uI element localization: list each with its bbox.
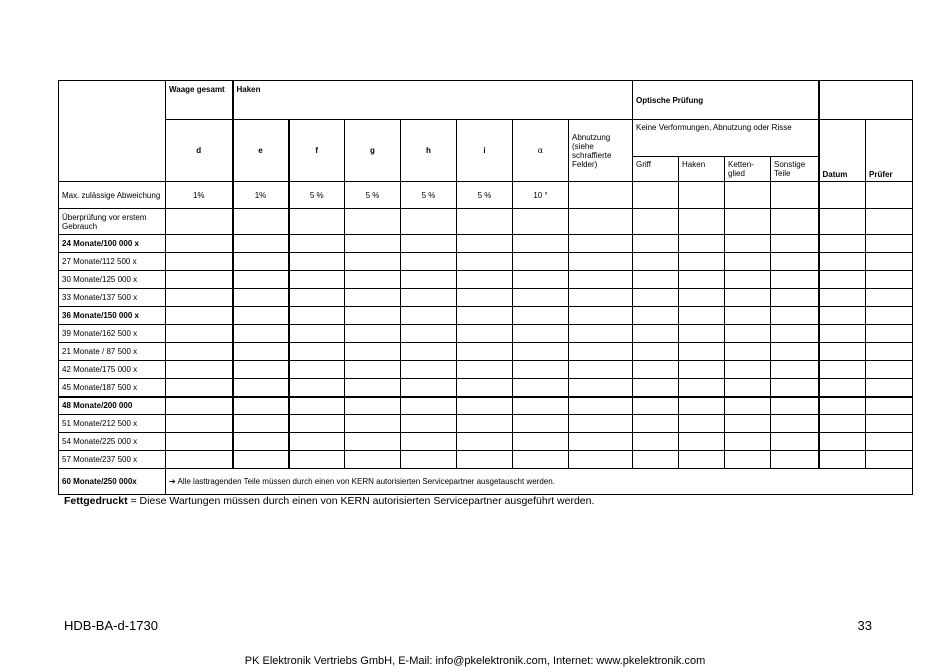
table-cell xyxy=(401,379,457,397)
table-cell xyxy=(679,451,725,469)
footnote-text: = Diese Wartungen müssen durch einen von KERN autorisierten Servicepartner ausgeführt werden. xyxy=(127,495,595,507)
table-cell xyxy=(345,271,401,289)
table-cell xyxy=(771,379,819,397)
table-cell xyxy=(401,209,457,235)
table-cell xyxy=(771,415,819,433)
table-cell xyxy=(866,289,913,307)
table-cell xyxy=(725,343,771,361)
table-cell xyxy=(345,361,401,379)
row-label: 54 Monate/225 000 x xyxy=(59,433,166,451)
table-cell xyxy=(513,415,569,433)
row-label: 42 Monate/175 000 x xyxy=(59,361,166,379)
table-cell xyxy=(771,343,819,361)
table-cell xyxy=(166,361,233,379)
table-cell xyxy=(679,361,725,379)
header-letter-alpha: α xyxy=(513,120,569,182)
table-row xyxy=(59,415,913,433)
table-cell xyxy=(679,271,725,289)
table-cell xyxy=(166,235,233,253)
header-waage: Waage gesamt xyxy=(166,81,233,120)
table-cell xyxy=(345,209,401,235)
maintenance-table xyxy=(58,80,913,495)
table-cell xyxy=(513,289,569,307)
header-letter-f: f xyxy=(289,120,345,182)
table-cell xyxy=(819,289,866,307)
table-cell xyxy=(513,433,569,451)
max-value-d: 1% xyxy=(166,182,233,209)
table-cell xyxy=(866,379,913,397)
table-cell xyxy=(233,433,289,451)
table-cell xyxy=(345,307,401,325)
table-cell xyxy=(457,433,513,451)
table-row xyxy=(59,235,913,253)
table-cell xyxy=(633,325,679,343)
row-label: 45 Monate/187 500 x xyxy=(59,379,166,397)
table-cell xyxy=(233,209,289,235)
table-cell xyxy=(679,325,725,343)
table-cell xyxy=(771,289,819,307)
table-cell xyxy=(289,343,345,361)
header-letter-g: g xyxy=(345,120,401,182)
table-cell xyxy=(679,397,725,415)
table-cell xyxy=(457,271,513,289)
table-cell xyxy=(819,235,866,253)
header-kettenglied: Ketten-glied xyxy=(725,157,771,182)
max-value-e: 1% xyxy=(233,182,289,209)
table-cell xyxy=(345,433,401,451)
table-cell xyxy=(771,397,819,415)
table-cell xyxy=(819,415,866,433)
table-cell xyxy=(401,343,457,361)
header-datum: Datum xyxy=(819,120,866,182)
header-sonstige-teile: Sonstige Teile xyxy=(771,157,819,182)
header-optische-pruefung: Optische Prüfung xyxy=(633,81,819,120)
table-cell xyxy=(457,289,513,307)
table-cell xyxy=(725,235,771,253)
corner-cell xyxy=(59,81,166,182)
table-cell xyxy=(633,343,679,361)
table-row xyxy=(59,307,913,325)
table-cell xyxy=(569,343,633,361)
table-cell xyxy=(725,271,771,289)
table-cell xyxy=(771,271,819,289)
table-cell xyxy=(866,451,913,469)
table-cell xyxy=(289,379,345,397)
header-keine-verformungen: Keine Verformungen, Abnutzung oder Risse xyxy=(633,120,819,157)
table-cell xyxy=(289,307,345,325)
table-cell xyxy=(457,415,513,433)
table-cell xyxy=(457,209,513,235)
table-cell xyxy=(771,209,819,235)
header-haken-sub: Haken xyxy=(679,157,725,182)
table-cell xyxy=(233,343,289,361)
table-cell xyxy=(569,253,633,271)
table-cell xyxy=(166,209,233,235)
table-cell xyxy=(725,415,771,433)
table-cell xyxy=(679,415,725,433)
header-letter-h: h xyxy=(401,120,457,182)
table-cell xyxy=(569,415,633,433)
table-cell xyxy=(345,415,401,433)
table-cell xyxy=(819,182,866,209)
row-label-first-use: Überprüfung vor erstem Gebrauch xyxy=(59,209,166,235)
footer-doc-id: HDB-BA-d-1730 xyxy=(64,618,158,633)
table-cell xyxy=(819,361,866,379)
table-cell xyxy=(866,182,913,209)
row-label: 36 Monate/150 000 x xyxy=(59,307,166,325)
table-cell xyxy=(866,433,913,451)
table-cell xyxy=(569,325,633,343)
table-cell xyxy=(866,307,913,325)
table-cell xyxy=(457,343,513,361)
table-cell xyxy=(401,397,457,415)
table-cell xyxy=(771,451,819,469)
table-cell xyxy=(233,361,289,379)
row-label-last: 60 Monate/250 000x xyxy=(59,469,166,495)
table-cell xyxy=(233,451,289,469)
row-label: 57 Monate/237 500 x xyxy=(59,451,166,469)
header-letter-i: i xyxy=(457,120,513,182)
table-cell xyxy=(633,361,679,379)
table-cell xyxy=(513,235,569,253)
table-cell xyxy=(569,361,633,379)
table-cell xyxy=(401,415,457,433)
table-row xyxy=(59,289,913,307)
footnote-bold: Fettgedruckt xyxy=(64,495,128,507)
table-row xyxy=(59,253,913,271)
table-cell xyxy=(345,397,401,415)
max-value-g: 5 % xyxy=(345,182,401,209)
table-cell xyxy=(633,253,679,271)
table-cell xyxy=(345,289,401,307)
table-cell xyxy=(569,289,633,307)
table-cell xyxy=(569,209,633,235)
table-cell xyxy=(866,397,913,415)
table-cell xyxy=(401,289,457,307)
table-cell xyxy=(289,289,345,307)
header-haken: Haken xyxy=(233,81,633,120)
header-abnutzung: Abnutzung (siehe schraffierte Felder) xyxy=(569,120,633,182)
table-cell xyxy=(633,433,679,451)
table-cell xyxy=(866,209,913,235)
table-cell xyxy=(513,343,569,361)
table-cell xyxy=(866,253,913,271)
table-cell xyxy=(771,182,819,209)
table-cell xyxy=(866,325,913,343)
table-cell xyxy=(771,235,819,253)
footer-company: PK Elektronik Vertriebs GmbH, E-Mail: info@pkelektronik.com, Internet: www.pkelektronik.com xyxy=(244,655,706,667)
table-cell xyxy=(166,379,233,397)
table-row xyxy=(59,325,913,343)
table-cell xyxy=(233,235,289,253)
table-cell xyxy=(166,307,233,325)
table-cell xyxy=(725,325,771,343)
table-cell xyxy=(289,253,345,271)
header-letter-e: e xyxy=(233,120,289,182)
table-cell xyxy=(166,397,233,415)
table-cell xyxy=(633,307,679,325)
table-cell xyxy=(866,271,913,289)
table-cell xyxy=(233,253,289,271)
table-cell xyxy=(569,451,633,469)
table-cell xyxy=(771,325,819,343)
table-cell xyxy=(866,343,913,361)
table-cell xyxy=(679,343,725,361)
row-label-max: Max. zulässige Abweichung xyxy=(59,182,166,209)
table-cell xyxy=(289,451,345,469)
table-cell xyxy=(233,325,289,343)
table-cell xyxy=(166,325,233,343)
table-cell xyxy=(166,271,233,289)
max-value-alpha: 10 ° xyxy=(513,182,569,209)
table-cell xyxy=(633,271,679,289)
table-cell xyxy=(457,325,513,343)
header-empty xyxy=(819,81,913,120)
table-cell xyxy=(345,253,401,271)
table-cell xyxy=(401,271,457,289)
table-cell xyxy=(401,307,457,325)
table-cell xyxy=(233,379,289,397)
header-letter-d: d xyxy=(166,120,233,182)
table-cell xyxy=(233,271,289,289)
table-cell xyxy=(401,433,457,451)
table-row xyxy=(59,451,913,469)
table-cell xyxy=(569,379,633,397)
table-cell xyxy=(166,415,233,433)
table-cell xyxy=(233,415,289,433)
table-cell xyxy=(679,289,725,307)
table-cell xyxy=(679,209,725,235)
row-label: 30 Monate/125 000 x xyxy=(59,271,166,289)
table-cell xyxy=(633,415,679,433)
table-cell xyxy=(401,325,457,343)
footer-page-number: 33 xyxy=(857,618,872,633)
table-cell xyxy=(569,182,633,209)
table-row xyxy=(59,379,913,397)
table-cell xyxy=(819,343,866,361)
table-cell xyxy=(166,289,233,307)
table-cell xyxy=(345,451,401,469)
table-cell xyxy=(457,379,513,397)
table-cell xyxy=(345,343,401,361)
max-value-f: 5 % xyxy=(289,182,345,209)
table-cell xyxy=(289,361,345,379)
replacement-note: ➔ Alle lasttragenden Teile müssen durch einen von KERN autorisierten Servicepartner ausgetauscht werden. xyxy=(166,469,913,495)
table-cell xyxy=(233,289,289,307)
table-row xyxy=(59,361,913,379)
row-label: 24 Monate/100 000 x xyxy=(59,235,166,253)
table-cell xyxy=(819,209,866,235)
table-cell xyxy=(513,451,569,469)
table-cell xyxy=(633,397,679,415)
table-cell xyxy=(725,253,771,271)
table-cell xyxy=(725,289,771,307)
table-cell xyxy=(457,253,513,271)
table-cell xyxy=(771,361,819,379)
table-cell xyxy=(679,307,725,325)
table-cell xyxy=(569,307,633,325)
table-cell xyxy=(457,307,513,325)
footnote xyxy=(64,495,594,507)
table-cell xyxy=(633,379,679,397)
row-label: 39 Monate/162 500 x xyxy=(59,325,166,343)
table-cell xyxy=(771,433,819,451)
table-cell xyxy=(345,235,401,253)
table-cell xyxy=(679,235,725,253)
table-cell xyxy=(401,235,457,253)
table-cell xyxy=(569,397,633,415)
table-cell xyxy=(771,307,819,325)
table-cell xyxy=(513,397,569,415)
table-cell xyxy=(819,307,866,325)
table-row xyxy=(59,271,913,289)
table-cell xyxy=(633,235,679,253)
table-cell xyxy=(513,361,569,379)
table-cell xyxy=(166,343,233,361)
table-cell xyxy=(457,235,513,253)
table-cell xyxy=(725,361,771,379)
table-cell xyxy=(457,451,513,469)
table-cell xyxy=(633,182,679,209)
max-value-i: 5 % xyxy=(457,182,513,209)
table-cell xyxy=(819,325,866,343)
row-label: 51 Monate/212 500 x xyxy=(59,415,166,433)
table-cell xyxy=(569,433,633,451)
max-value-h: 5 % xyxy=(401,182,457,209)
table-cell xyxy=(866,415,913,433)
table-cell xyxy=(633,289,679,307)
header-griff: Griff xyxy=(633,157,679,182)
table-cell xyxy=(289,235,345,253)
table-cell xyxy=(513,253,569,271)
table-cell xyxy=(166,451,233,469)
table-cell xyxy=(569,235,633,253)
table-cell xyxy=(866,361,913,379)
table-cell xyxy=(166,253,233,271)
table-row xyxy=(59,343,913,361)
table-cell xyxy=(725,379,771,397)
table-cell xyxy=(513,307,569,325)
row-label: 33 Monate/137 500 x xyxy=(59,289,166,307)
row-label: 48 Monate/200 000 xyxy=(59,397,166,415)
table-cell xyxy=(819,253,866,271)
header-pruefer: Prüfer xyxy=(866,120,913,182)
table-row-last xyxy=(59,469,913,495)
table-cell xyxy=(345,379,401,397)
table-cell xyxy=(513,209,569,235)
table-cell xyxy=(679,379,725,397)
table-cell xyxy=(819,379,866,397)
table-row xyxy=(59,433,913,451)
table-cell xyxy=(289,415,345,433)
table-cell xyxy=(679,182,725,209)
table-cell xyxy=(513,379,569,397)
table-cell xyxy=(401,451,457,469)
table-cell xyxy=(866,235,913,253)
table-cell xyxy=(513,325,569,343)
table-cell xyxy=(725,397,771,415)
table-cell xyxy=(725,182,771,209)
table-cell xyxy=(457,361,513,379)
first-use-row xyxy=(59,209,913,235)
row-label: 21 Monate / 87 500 x xyxy=(59,343,166,361)
table-cell xyxy=(679,433,725,451)
table-cell xyxy=(819,433,866,451)
table-cell xyxy=(289,433,345,451)
table-cell xyxy=(819,397,866,415)
table-cell xyxy=(569,271,633,289)
table-cell xyxy=(401,361,457,379)
table-cell xyxy=(289,271,345,289)
table-cell xyxy=(233,307,289,325)
table-cell xyxy=(725,451,771,469)
table-cell xyxy=(233,397,289,415)
table-cell xyxy=(289,209,345,235)
table-cell xyxy=(401,253,457,271)
table-cell xyxy=(725,307,771,325)
table-cell xyxy=(345,325,401,343)
table-cell xyxy=(725,209,771,235)
table-cell xyxy=(819,451,866,469)
table-cell xyxy=(819,271,866,289)
table-cell xyxy=(457,397,513,415)
table-cell xyxy=(289,325,345,343)
max-deviation-row xyxy=(59,182,913,209)
table-cell xyxy=(725,433,771,451)
table-cell xyxy=(166,433,233,451)
table-cell xyxy=(513,271,569,289)
table-cell xyxy=(679,253,725,271)
row-label: 27 Monate/112 500 x xyxy=(59,253,166,271)
table-cell xyxy=(633,209,679,235)
table-cell xyxy=(289,397,345,415)
table-row xyxy=(59,397,913,415)
table-cell xyxy=(771,253,819,271)
table-cell xyxy=(633,451,679,469)
